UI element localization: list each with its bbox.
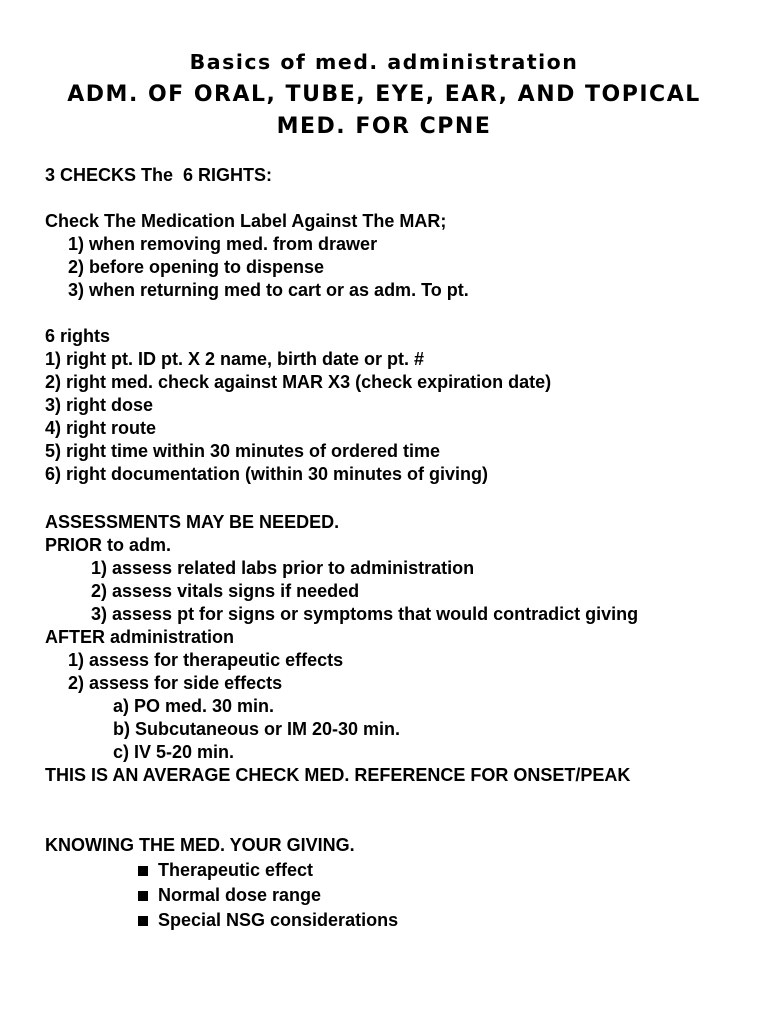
after-item: 1) assess for therapeutic effects (68, 650, 344, 670)
knowing-heading: KNOWING THE MED. YOUR GIVING. (45, 835, 355, 855)
knowing-bullet (138, 883, 321, 908)
rights-item: 4) right route (45, 418, 156, 438)
knowing-bullet-text: Special NSG considerations (158, 910, 399, 930)
side-effect-item: c) IV 5-20 min. (113, 742, 235, 762)
document-title-line-3: MED. FOR CPNE (276, 114, 492, 139)
prior-item: 3) assess pt for signs or symptoms that would contradict giving (91, 604, 639, 624)
reference-note: THIS IS AN AVERAGE CHECK MED. REFERENCE FOR ONSET/PEAK (45, 765, 631, 785)
knowing-bullet (138, 858, 313, 883)
side-effect-item: b) Subcutaneous or IM 20-30 min. (113, 719, 401, 739)
prior-item: 2) assess vitals signs if needed (91, 581, 360, 601)
after-heading: AFTER administration (45, 627, 235, 647)
square-bullet-icon (138, 866, 148, 876)
document-title-line-1: Basics of med. administration (189, 50, 579, 74)
label-check-item: 2) before opening to dispense (68, 257, 325, 277)
label-check-item: 1) when removing med. from drawer (68, 234, 378, 254)
square-bullet-icon (138, 891, 148, 901)
rights-item: 2) right med. check against MAR X3 (check expiration date) (45, 372, 552, 392)
knowing-bullet-text: Therapeutic effect (158, 860, 314, 880)
prior-heading: PRIOR to adm. (45, 535, 172, 555)
knowing-bullet-text: Normal dose range (158, 885, 322, 905)
after-item: 2) assess for side effects (68, 673, 283, 693)
knowing-bullet (138, 908, 398, 933)
square-bullet-icon (138, 916, 148, 926)
side-effect-item: a) PO med. 30 min. (113, 696, 275, 716)
label-check-item: 3) when returning med to cart or as adm. To pt. (68, 280, 469, 300)
rights-item: 5) right time within 30 minutes of ordered time (45, 441, 441, 461)
rights-item: 6) right documentation (within 30 minutes of giving) (45, 464, 488, 484)
rights-item: 3) right dose (45, 395, 154, 415)
rights-heading: 6 rights (45, 326, 111, 346)
prior-item: 1) assess related labs prior to administration (91, 558, 475, 578)
label-check-heading: Check The Medication Label Against The MAR; (45, 211, 447, 231)
assessments-heading: ASSESSMENTS MAY BE NEEDED. (45, 512, 340, 532)
rights-item: 1) right pt. ID pt. X 2 name, birth date or pt. # (45, 349, 425, 369)
checks-heading: 3 CHECKS The 6 RIGHTS: (45, 165, 273, 185)
document-title-line-2: ADM. OF ORAL, TUBE, EYE, EAR, AND TOPICAL (67, 82, 701, 107)
